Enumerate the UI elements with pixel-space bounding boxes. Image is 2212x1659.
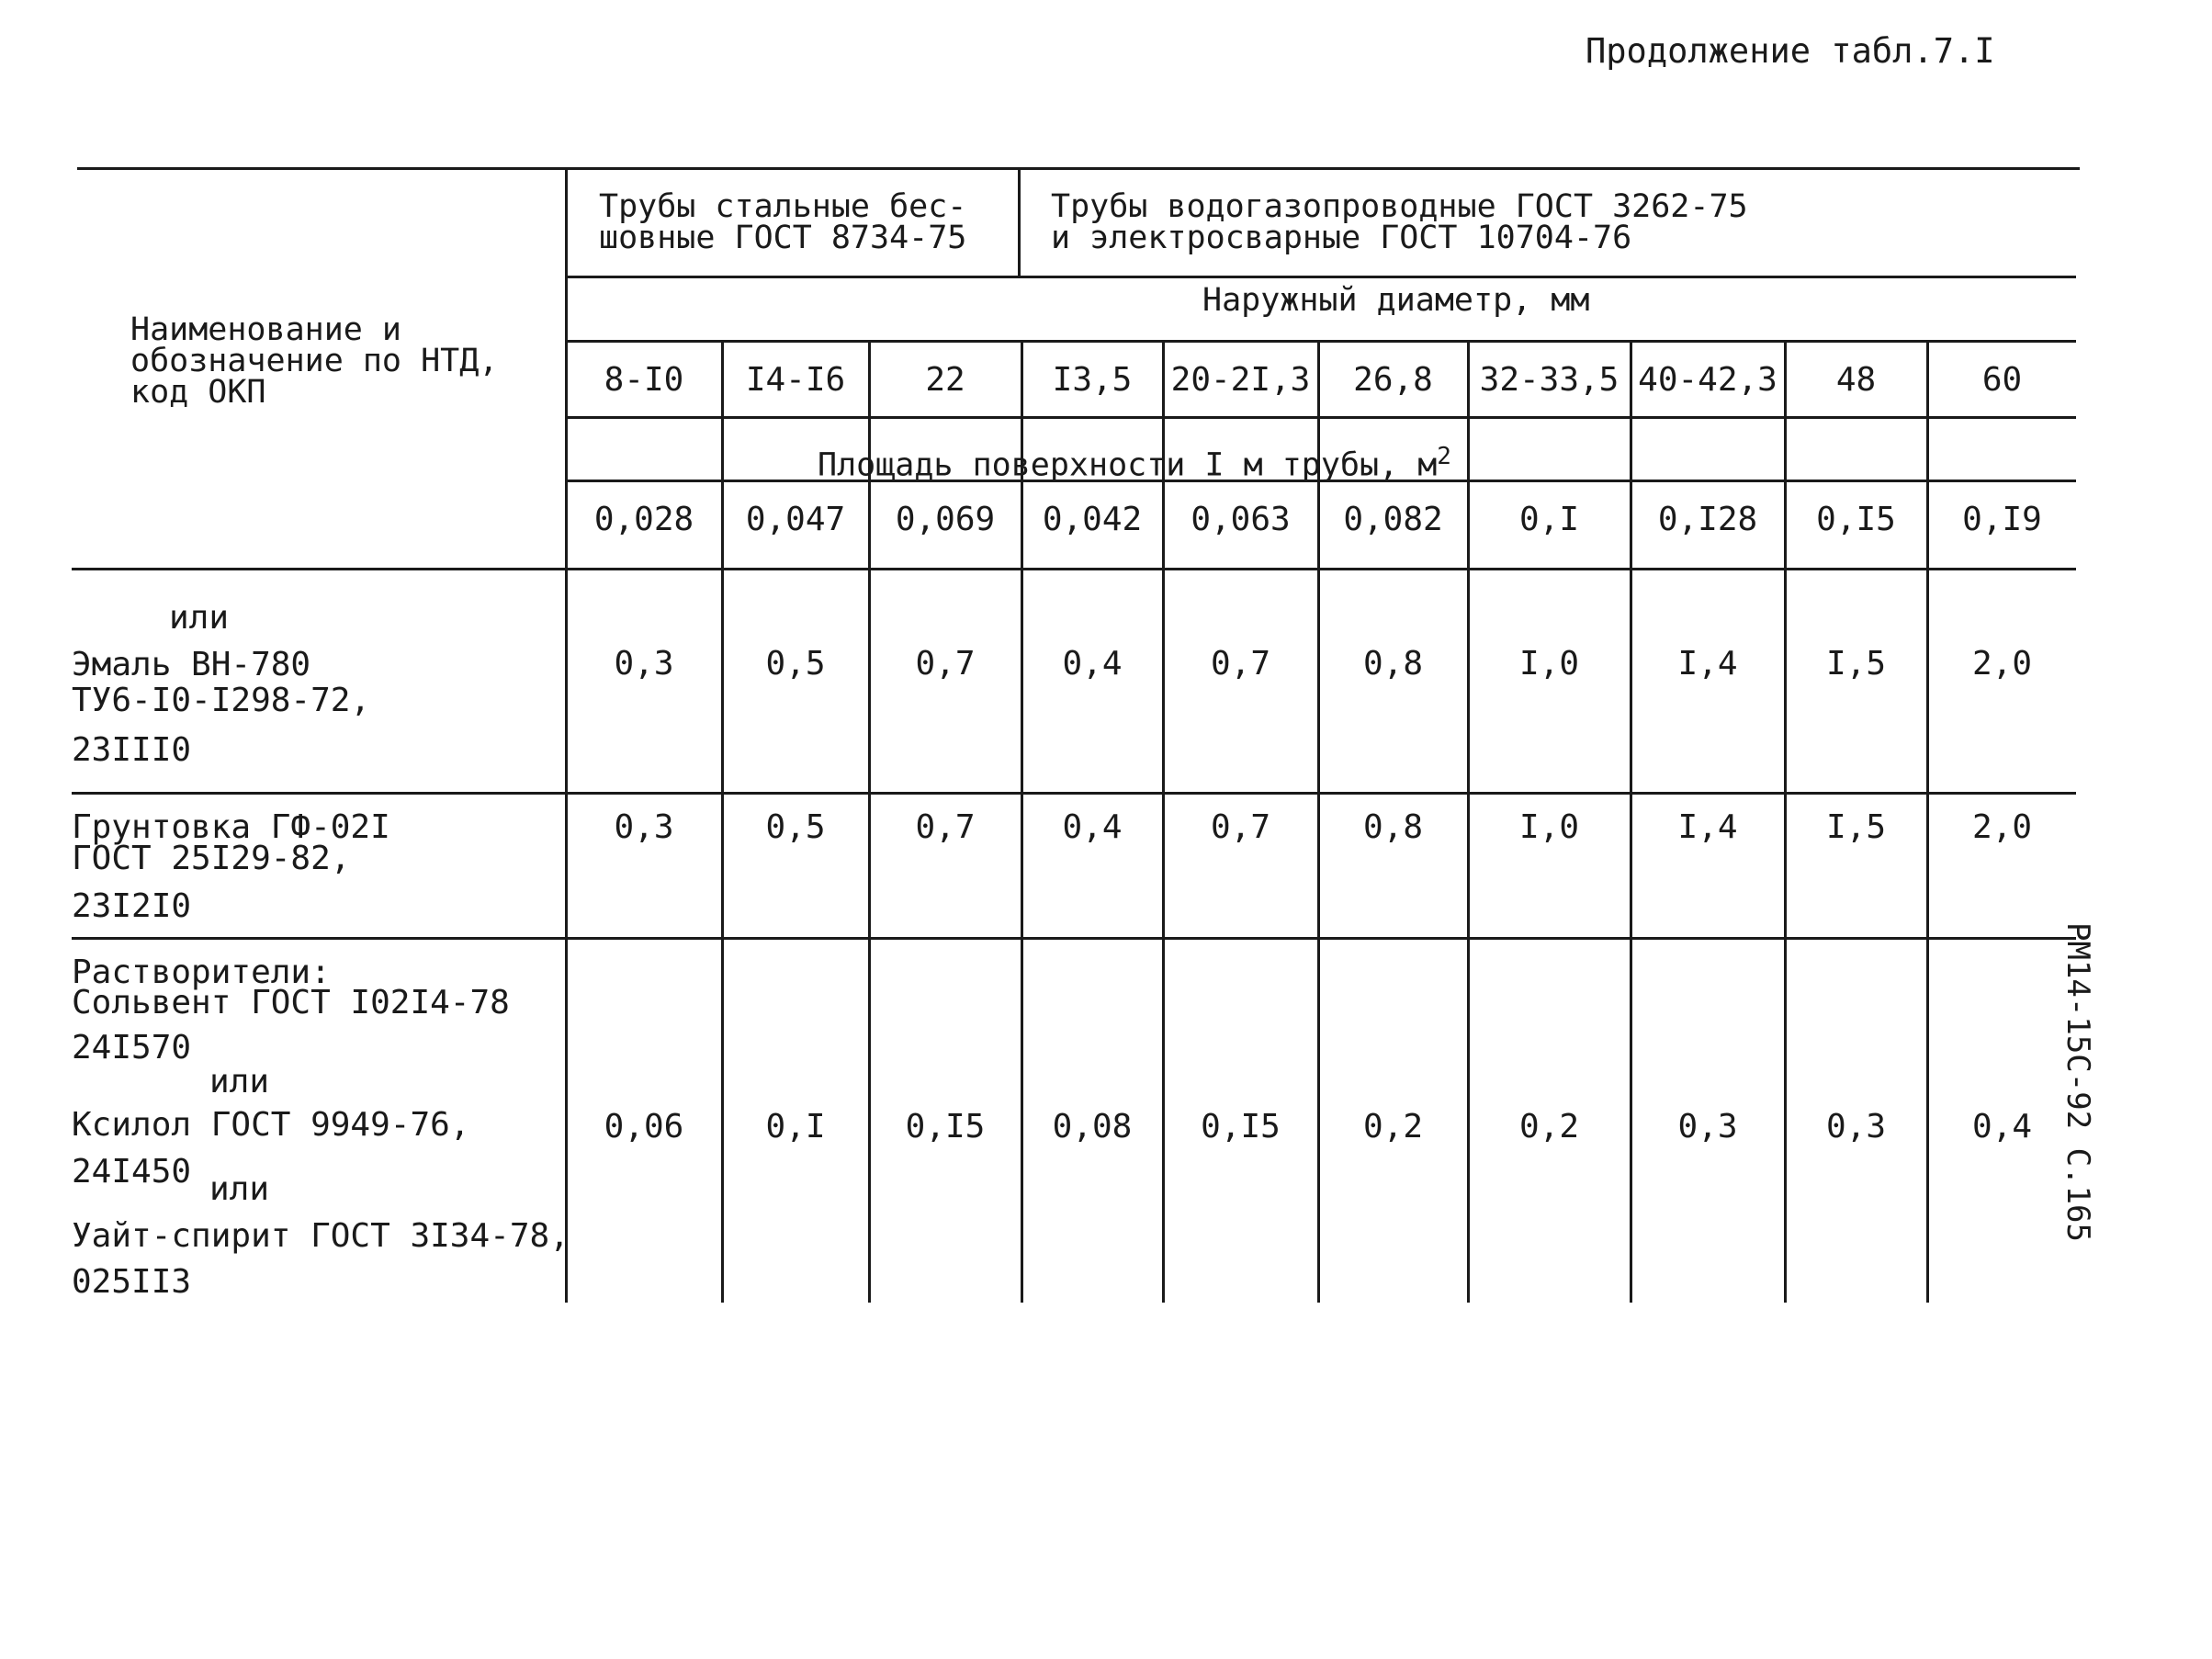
diameter-cell: 60 <box>1981 361 2023 399</box>
diameter-cell: 8-I0 <box>604 361 684 399</box>
value-cell: 0,5 <box>765 808 826 846</box>
diameter-cell: 20-2I,3 <box>1170 361 1311 399</box>
area-cell: 0,047 <box>745 501 846 538</box>
area-cell: 0,069 <box>895 501 996 538</box>
value-cell: 0,8 <box>1362 808 1424 846</box>
group-title-water-gas: Трубы водогазопроводные ГОСТ 3262-75 и электросварные ГОСТ 10704-76 <box>1051 188 1748 256</box>
value-cell: I,4 <box>1677 808 1738 846</box>
diameter-cell: 22 <box>925 361 965 399</box>
row-label-line: 23III0 <box>72 731 192 769</box>
value-cell: 0,I5 <box>1201 1108 1281 1146</box>
value-cell: 0,4 <box>1971 1108 2033 1146</box>
value-cell: 0,4 <box>1062 645 1123 683</box>
value-cell: 0,7 <box>1210 808 1271 846</box>
value-cell: 0,7 <box>915 808 976 846</box>
diameter-cell: I4-I6 <box>745 361 846 399</box>
value-cell: 2,0 <box>1971 645 2033 683</box>
area-cell: 0,I <box>1518 501 1580 538</box>
diameter-cell: I3,5 <box>1052 361 1133 399</box>
column-title-name: Наименование и обозначение по НТД, код ОКП <box>130 311 499 411</box>
row-label-line: или <box>169 599 230 637</box>
header-bottom-border <box>72 568 2076 570</box>
row-label-line: Ксилол ГОСТ 9949-76, <box>72 1106 470 1144</box>
row-label-line: 24I570 <box>72 1029 192 1066</box>
value-cell: 0,3 <box>1825 1108 1887 1146</box>
area-cell: 0,I9 <box>1962 501 2042 538</box>
row-label-line: Уайт-спирит ГОСТ 3I34-78, <box>72 1217 570 1255</box>
area-cell: 0,042 <box>1042 501 1143 538</box>
table-caption: Продолжение табл.7.I <box>1586 31 1995 71</box>
diameter-label-divider <box>567 340 2076 343</box>
group-title-seamless: Трубы стальные бес- шовные ГОСТ 8734-75 <box>599 188 967 256</box>
value-cell: 0,7 <box>915 645 976 683</box>
value-cell: 0,5 <box>765 645 826 683</box>
value-cell: 0,08 <box>1052 1108 1133 1146</box>
diameter-cell: 32-33,5 <box>1479 361 1620 399</box>
value-cell: I,5 <box>1825 645 1887 683</box>
area-cell: 0,I28 <box>1657 501 1758 538</box>
table-top-border <box>77 167 2080 170</box>
area-label: Площадь поверхности I м трубы, $м^2$ <box>818 443 1451 484</box>
value-cell: 0,3 <box>614 645 674 683</box>
value-cell: 0,8 <box>1362 645 1424 683</box>
header-group-divider <box>567 276 2076 278</box>
row-label-line: или <box>209 1170 270 1208</box>
row-label-line: Сольвент ГОСТ I02I4-78 <box>72 984 510 1021</box>
row-label-line: 025II3 <box>72 1263 192 1301</box>
row-label-line: Грунтовка ГФ-02I <box>72 808 390 846</box>
value-cell: I,4 <box>1677 645 1738 683</box>
value-cell: 0,2 <box>1518 1108 1580 1146</box>
value-cell: 0,06 <box>604 1108 684 1146</box>
area-cell: 0,082 <box>1343 501 1443 538</box>
row-label-line: ТУ6-I0-I298-72, <box>72 682 371 719</box>
value-cell: I,0 <box>1518 808 1580 846</box>
group-split-border <box>1018 167 1021 276</box>
diameter-cell: 40-42,3 <box>1638 361 1778 399</box>
value-cell: 2,0 <box>1971 808 2033 846</box>
side-document-code: РМ14-15С-92 С.165 <box>2060 922 2096 1242</box>
area-cell: 0,I5 <box>1816 501 1896 538</box>
diameter-cell: 48 <box>1835 361 1877 399</box>
value-cell: 0,3 <box>1677 1108 1738 1146</box>
row-label-line: Растворители: <box>72 954 331 991</box>
diameter-label: Наружный диаметр, мм <box>1202 282 1590 319</box>
value-cell: 0,2 <box>1362 1108 1424 1146</box>
row-divider-2 <box>72 937 2076 940</box>
diameter-cell: 26,8 <box>1353 361 1433 399</box>
row-label-line: ГОСТ 25I29-82, <box>72 840 351 877</box>
row-label-line: или <box>209 1063 270 1100</box>
value-cell: 0,I <box>765 1108 826 1146</box>
area-cell: 0,028 <box>593 501 694 538</box>
value-cell: 0,3 <box>614 808 674 846</box>
row-label-line: Эмаль ВН-780 <box>72 646 311 683</box>
row-divider-1 <box>72 792 2076 795</box>
value-cell: 0,7 <box>1210 645 1271 683</box>
value-cell: 0,I5 <box>905 1108 986 1146</box>
row-label-line: 23I2I0 <box>72 887 192 925</box>
area-cell: 0,063 <box>1191 501 1291 538</box>
value-cell: 0,4 <box>1062 808 1123 846</box>
value-cell: I,5 <box>1825 808 1887 846</box>
value-cell: I,0 <box>1518 645 1580 683</box>
row-label-line: 24I450 <box>72 1153 192 1191</box>
diameters-divider <box>567 416 2076 419</box>
